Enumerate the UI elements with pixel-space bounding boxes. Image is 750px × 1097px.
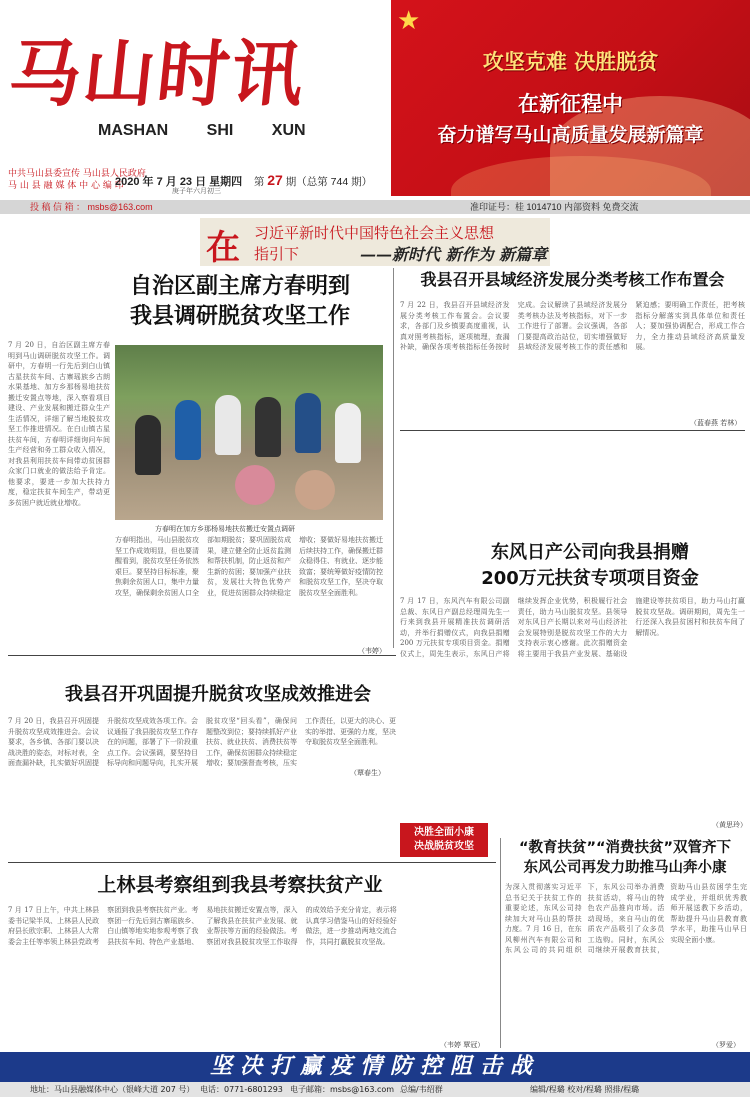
logo-pinyin: MASHAN SHI XUN [98, 122, 306, 139]
footer-editor: 总编/韦绍群 [400, 1085, 443, 1094]
article-3-headline: 东风日产公司向我县捐赠 200万元扶贫专项项目资金 [481, 542, 699, 589]
thought-box-slogan: ——新时代 新作为 新篇章 [360, 245, 548, 264]
article-6-headline: “教育扶贫”“消费扶贫”双管齐下 东风公司再发力助推马山奔小康 [518, 840, 732, 876]
footer-staff: 编辑/程璐 校对/程璐 照排/程璐 [530, 1085, 640, 1094]
article-4-headline: 我县召开巩固提升脱贫攻坚成效推进会 [65, 684, 371, 705]
footer-phone: 电话：0771-6801293 [200, 1085, 283, 1094]
article-5-headline: 上林县考察组到我县考察扶贫产业 [97, 874, 383, 896]
party-flag-icon: ★ [397, 6, 421, 36]
thought-box [200, 218, 550, 266]
article-5-byline: （韦婷 覃冠） [440, 1041, 485, 1049]
newspaper-logo: 马山时讯 [4, 31, 310, 116]
bottom-slogan-banner: 坚决打赢疫情防控阻击战 [0, 1052, 750, 1082]
article-5-body: 7 月 17 日上午，中共上林县委书记梁半凤、上林县人民政府县长欧宗职、上林县人大常委会主任等率领上林县党政考察团到我县考察扶贫产业。考察团一行先后到古寨瑶族乡、白山镇等地实地参观考察了我县扶贫车间、特色产业基地、易地扶贫搬迁安置点等，深入了解我县在扶贫产业发展、就业帮扶等方面的经验做法。考察团对我县脱贫攻坚工作取得的成效给予充分肯定，表示将认真学习借鉴马山的好经验好做法，进一步推动两地交流合作，共同打赢脱贫攻坚战。 [8, 906, 397, 946]
sponsor-block: 中共马山县委宣传 马山县人民政府 马 山 县 融 媒 体 中 心 编 印 [8, 169, 146, 191]
banner-line-3: 奋力谱写马山高质量发展新篇章 [437, 124, 704, 146]
article-1-byline: （韦婷） [358, 647, 386, 655]
article-2-byline: （蓝春燕 若林） [690, 419, 742, 427]
info-bar [0, 200, 750, 214]
footer-email: 电子邮箱：msbs@163.com [290, 1085, 395, 1094]
lunar-date: 庚子年六月初三 [172, 187, 221, 195]
article-1-headline: 自治区副主席方春明到 我县调研脱贫攻坚工作 [129, 274, 350, 329]
footer-address: 地址：马山县融媒体中心（银峰大道 207 号） [30, 1085, 195, 1094]
slogan-banner [391, 0, 750, 196]
article-4-byline: （覃春生） [350, 769, 385, 777]
article-1-photo [115, 345, 383, 520]
banner-line-2: 在新征程中 [518, 92, 623, 116]
article-1-body-continued: 方春明指出，马山县脱贫攻坚工作成效明显，但也要清醒看到，脱贫攻坚任务依然艰巨。要坚持目标标准，聚焦剩余贫困人口，集中力量攻坚，确保剩余贫困人口全部如期脱贫；要巩固脱贫成果，建立健全防止返贫监测和帮扶机制，防止返贫和产生新的贫困；要加强产业扶贫，发展壮大特色优势产业，促进贫困群众持续稳定增收；要做好易地扶贫搬迁后续扶持工作，确保搬迁群众稳得住、有就业、逐步能致富；要统筹做好疫情防控和脱贫攻坚工作，坚决夺取脱贫攻坚全面胜利。 [115, 536, 383, 597]
banner-line-1: 攻坚克难 决胜脱贫 [482, 50, 659, 74]
slogan-stamp: 决胜全面小康 决战脱贫攻坚 [400, 823, 488, 857]
article-2-body: 7 月 22 日，我县召开县域经济发展分类考核工作布置会。会议要求，各部门及乡镇要高度重视，认真对照考核指标，逐项梳理，查漏补缺，确保各项考核指标任务按时完成。会议解读了县域经济发展分类考核办法及考核指标，对下一步工作进行了部署。会议强调，各部门要提高政治站位，切实增强做好县域经济发展考核工作的责任感和紧迫感；要明确工作责任，把考核指标分解落实到具体单位和责任人；要加强协调配合，形成工作合力，全力推动县域经济高质量发展。 [400, 301, 745, 351]
article-6-body: 为深入贯彻落实习近平总书记关于扶贫工作的重要论述，东风公司持续加大对马山县的帮扶力度。7 月 16 日，在东风柳州汽车有限公司和东风公司的共同组织下，东风公司举办消费扶贫活动，将马山的特色农产品推向市场。活动现场，来自马山的优质农产品吸引了众多员工选购。同时，东风公司继续开展教育扶贫，资助马山县贫困学生完成学业，并组织优秀教师开展送教下乡活动，帮助提升马山县教育教学水平，助推马山早日实现全面小康。 [505, 883, 747, 954]
issue-number: 27 [267, 172, 283, 188]
permit-number: 准印证号：桂 1014710 内部资料 免费交流 [470, 202, 639, 212]
photo-caption: 方春明在加方乡那杨易地扶贫搬迁安置点调研 [155, 525, 295, 533]
article-6-byline: （罗爱） [712, 1041, 740, 1049]
thought-box-line-1: 习近平新时代中国特色社会主义思想 [254, 224, 495, 242]
issue-info: 2020 年 7 月 23 日 星期四 第 27 期（总第 744 期） [115, 172, 373, 188]
thought-box-line-2: 指引下 [254, 245, 300, 263]
article-4-body: 7 月 20 日，我县召开巩固提升脱贫攻坚成效推进会。会议要求，各乡镇、各部门要以决战决胜的姿态，对标对表，全面查漏补缺，扎实做好巩固提升脱贫攻坚成效各项工作。会议通报了我县脱贫攻坚工作存在的问题，部署了下一阶段重点工作。会议强调，要坚持目标导向和问题导向，扎实开展脱贫攻坚“回头看”，确保问题整改到位；要持续抓好产业扶贫、就业扶贫、消费扶贫等工作，确保贫困群众持续稳定增收；要加强督查考核，压实工作责任，以更大的决心、更实的举措、更强的力度，坚决夺取脱贫攻坚全面胜利。 [8, 717, 396, 767]
thought-box-char: 在 [206, 228, 240, 268]
article-1-body: 7 月 20 日，自治区副主席方春明到马山调研脱贫攻坚工作。调研中，方春明一行先后到白山镇古星扶贫车间、古寨瑶族乡古朗水果基地、加方乡那杨易地扶贫搬迁安置点等地，深入察看项目建设、产业发展和搬迁群众生产生活情况，详细了解当地脱贫攻坚工作推进情况。在白山镇古星扶贫车间，方春明详细询问车间生产经营和务工群众收入情况，对我县利用扶贫车间带动贫困群众家门口就业的做法给予肯定。他要求，要进一步加大扶持力度，稳定扶贫车间生产，带动更多贫困户就近就业增收。 [8, 341, 110, 507]
footer [0, 1082, 750, 1097]
article-2-headline: 我县召开县域经济发展分类考核工作布置会 [420, 270, 725, 289]
article-3-body: 7 月 17 日，东风汽车有限公司副总裁、东风日产副总经理周先生一行来到我县开展精准扶贫调研活动，并举行捐赠仪式，向我县捐赠 200 万元扶贫专项项目资金。捐赠仪式上，周先生表示，东风日产将继续发挥企业优势，积极履行社会责任，助力马山脱贫攻坚。县领导对东风日产长期以来对马山经济社会发展特别是脱贫攻坚工作的大力支持表示衷心感谢。此次捐赠资金将主要用于我县产业发展、基础设施建设等扶贫项目，助力马山打赢脱贫攻坚战。调研期间，周先生一行还深入我县贫困村和扶贫车间了解情况。 [400, 597, 745, 658]
article-3-byline: （黄思玲） [712, 821, 747, 829]
submission-email: 投 稿 信 箱 ： msbs@163.com [30, 202, 153, 212]
